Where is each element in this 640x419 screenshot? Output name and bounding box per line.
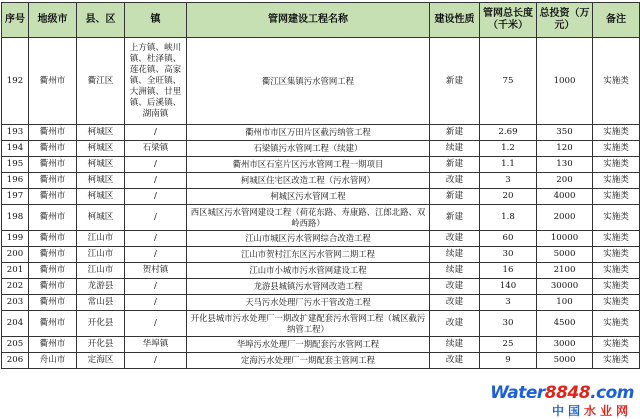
row-number: 200 — [2, 247, 29, 263]
prefecture-city: 衢州市 — [29, 189, 77, 205]
town: / — [125, 125, 187, 141]
pipeline-length: 30 — [480, 247, 537, 263]
county-district: 衢江区 — [77, 38, 125, 125]
prefecture-city: 衢州市 — [29, 263, 77, 279]
project-name: 江山市城区污水管网综合改造工程 — [187, 231, 430, 247]
construction-type: 改建 — [430, 353, 480, 369]
pipeline-length: 9 — [480, 353, 537, 369]
construction-type: 续建 — [430, 263, 480, 279]
project-name: 天马污水处理厂污水干管改造工程 — [187, 295, 430, 311]
construction-type: 改建 — [430, 295, 480, 311]
watermark-line-2: 中国水业网 — [551, 404, 632, 418]
construction-type: 新建 — [430, 38, 480, 125]
county-district: 江山市 — [77, 247, 125, 263]
construction-type: 改建 — [430, 279, 480, 295]
pipeline-length: 30 — [480, 311, 537, 337]
row-number: 195 — [2, 157, 29, 173]
town: / — [125, 157, 187, 173]
watermark-line-1: Water8848.com — [490, 383, 634, 403]
prefecture-city: 舟山市 — [29, 353, 77, 369]
row-number: 192 — [2, 38, 29, 125]
row-number: 205 — [2, 337, 29, 353]
column-header: 备注 — [593, 3, 640, 38]
column-header: 县、区 — [77, 3, 125, 38]
remark: 实施类 — [593, 189, 640, 205]
total-investment: 2100 — [537, 263, 593, 279]
remark: 实施类 — [593, 38, 640, 125]
construction-type: 新建 — [430, 157, 480, 173]
construction-type: 续建 — [430, 141, 480, 157]
total-investment: 1000 — [537, 38, 593, 125]
row-number: 194 — [2, 141, 29, 157]
project-name: 西区城区污水管网建设工程（荷花东路、寿康路、江郎北路、双岭西路） — [187, 205, 430, 231]
county-district: 开化县 — [77, 311, 125, 337]
county-district: 柯城区 — [77, 173, 125, 189]
county-district: 定海区 — [77, 353, 125, 369]
pipeline-length: 3 — [480, 173, 537, 189]
table-row — [2, 205, 640, 231]
remark: 实施类 — [593, 353, 640, 369]
column-header: 地级市 — [29, 3, 77, 38]
construction-type: 续建 — [430, 337, 480, 353]
county-district: 柯城区 — [77, 189, 125, 205]
project-name: 江山市贺村江东区污水管网二期工程 — [187, 247, 430, 263]
remark: 实施类 — [593, 247, 640, 263]
project-name: 衢州市市区万田片区截污纳管工程 — [187, 125, 430, 141]
prefecture-city: 衢州市 — [29, 231, 77, 247]
pipeline-projects-table — [1, 2, 640, 369]
table-row — [2, 125, 640, 141]
prefecture-city: 衢州市 — [29, 205, 77, 231]
table-row — [2, 141, 640, 157]
total-investment: 10000 — [537, 231, 593, 247]
prefecture-city: 衢州市 — [29, 279, 77, 295]
construction-type: 改建 — [430, 173, 480, 189]
watermark-logo — [490, 379, 634, 419]
pipeline-length: 2.69 — [480, 125, 537, 141]
pipeline-length: 16 — [480, 263, 537, 279]
total-investment: 5000 — [537, 247, 593, 263]
total-investment: 200 — [537, 173, 593, 189]
row-number: 203 — [2, 295, 29, 311]
row-number: 202 — [2, 279, 29, 295]
row-number: 193 — [2, 125, 29, 141]
remark: 实施类 — [593, 157, 640, 173]
table-row — [2, 189, 640, 205]
total-investment: 3000 — [537, 337, 593, 353]
pipeline-length: 1.1 — [480, 157, 537, 173]
county-district: 柯城区 — [77, 141, 125, 157]
total-investment: 350 — [537, 125, 593, 141]
total-investment: 4500 — [537, 311, 593, 337]
table-row — [2, 173, 640, 189]
prefecture-city: 衢州市 — [29, 141, 77, 157]
county-district: 江山市 — [77, 231, 125, 247]
county-district: 江山市 — [77, 263, 125, 279]
town: / — [125, 311, 187, 337]
town: / — [125, 205, 187, 231]
total-investment: 100 — [537, 295, 593, 311]
row-number: 196 — [2, 173, 29, 189]
town: / — [125, 247, 187, 263]
construction-type: 新建 — [430, 125, 480, 141]
pipeline-length: 60 — [480, 231, 537, 247]
table-row — [2, 231, 640, 247]
table-row — [2, 38, 640, 125]
row-number: 197 — [2, 189, 29, 205]
construction-type: 改建 — [430, 311, 480, 337]
county-district: 柯城区 — [77, 157, 125, 173]
construction-type: 改建 — [430, 231, 480, 247]
row-number: 206 — [2, 353, 29, 369]
table-row — [2, 337, 640, 353]
table-row — [2, 157, 640, 173]
pipeline-length: 140 — [480, 279, 537, 295]
total-investment: 30000 — [537, 279, 593, 295]
prefecture-city: 衢州市 — [29, 337, 77, 353]
table-row — [2, 263, 640, 279]
remark: 实施类 — [593, 141, 640, 157]
town: / — [125, 231, 187, 247]
remark: 实施类 — [593, 337, 640, 353]
county-district: 龙游县 — [77, 279, 125, 295]
construction-type: 新建 — [430, 189, 480, 205]
remark: 实施类 — [593, 279, 640, 295]
project-name: 柯城区污水管网工程 — [187, 189, 430, 205]
remark: 实施类 — [593, 295, 640, 311]
town: 贺村镇 — [125, 263, 187, 279]
column-header: 管网总长度（千米） — [480, 3, 537, 38]
prefecture-city: 衢州市 — [29, 295, 77, 311]
column-header: 管网建设工程名称 — [187, 3, 430, 38]
project-name: 华埠污水处理厂一期配套污水管网工程 — [187, 337, 430, 353]
town: / — [125, 353, 187, 369]
pipeline-length: 1.8 — [480, 205, 537, 231]
total-investment: 120 — [537, 141, 593, 157]
table-row — [2, 279, 640, 295]
remark: 实施类 — [593, 173, 640, 189]
table-row — [2, 295, 640, 311]
town: 石梁镇 — [125, 141, 187, 157]
row-number: 204 — [2, 311, 29, 337]
prefecture-city: 衢州市 — [29, 173, 77, 189]
prefecture-city: 衢州市 — [29, 38, 77, 125]
project-name: 定海污水处理厂一期配套主管网工程 — [187, 353, 430, 369]
town: 上方镇、峡川镇、杜泽镇、莲花镇、高家镇、全旺镇、大洲镇、廿里镇、后溪镇、湖南镇 — [125, 38, 187, 125]
column-header: 总投资（万元） — [537, 3, 593, 38]
remark: 实施类 — [593, 125, 640, 141]
project-name: 开化县城市污水处理厂一期改扩建配套污水管网工程（城区截污纳管工程） — [187, 311, 430, 337]
prefecture-city: 衢州市 — [29, 311, 77, 337]
total-investment: 4000 — [537, 189, 593, 205]
town: / — [125, 295, 187, 311]
project-name: 衢江区集镇污水管网工程 — [187, 38, 430, 125]
column-header: 建设性质 — [430, 3, 480, 38]
table-body — [2, 38, 640, 369]
project-name: 石梁镇污水管网工程（续建） — [187, 141, 430, 157]
total-investment: 2000 — [537, 205, 593, 231]
prefecture-city: 衢州市 — [29, 125, 77, 141]
project-name: 龙游县城镇污水管网改造工程 — [187, 279, 430, 295]
county-district: 柯城区 — [77, 205, 125, 231]
project-name: 衢州市区石室片区污水管网工程一期项目 — [187, 157, 430, 173]
county-district: 柯城区 — [77, 125, 125, 141]
construction-type: 续建 — [430, 247, 480, 263]
town: / — [125, 189, 187, 205]
pipeline-length: 1.2 — [480, 141, 537, 157]
pipeline-length: 3 — [480, 295, 537, 311]
project-name: 江山市小城市污水管网建设工程 — [187, 263, 430, 279]
construction-type: 新建 — [430, 205, 480, 231]
table-row — [2, 311, 640, 337]
total-investment: 5000 — [537, 353, 593, 369]
remark: 实施类 — [593, 231, 640, 247]
pipeline-length: 75 — [480, 38, 537, 125]
total-investment: 130 — [537, 157, 593, 173]
pipeline-length: 25 — [480, 337, 537, 353]
project-name: 柯城区住宅区改造工程（污水管网） — [187, 173, 430, 189]
row-number: 198 — [2, 205, 29, 231]
table-row — [2, 353, 640, 369]
town: 华埠镇 — [125, 337, 187, 353]
row-number: 201 — [2, 263, 29, 279]
town: / — [125, 279, 187, 295]
pipeline-length: 20 — [480, 189, 537, 205]
county-district: 常山县 — [77, 295, 125, 311]
column-header: 序号 — [2, 3, 29, 38]
county-district: 开化县 — [77, 337, 125, 353]
table-header-row — [2, 3, 640, 38]
row-number: 199 — [2, 231, 29, 247]
table-row — [2, 247, 640, 263]
column-header: 镇 — [125, 3, 187, 38]
remark: 实施类 — [593, 263, 640, 279]
remark: 实施类 — [593, 311, 640, 337]
town: / — [125, 173, 187, 189]
prefecture-city: 衢州市 — [29, 247, 77, 263]
prefecture-city: 衢州市 — [29, 157, 77, 173]
remark: 实施类 — [593, 205, 640, 231]
